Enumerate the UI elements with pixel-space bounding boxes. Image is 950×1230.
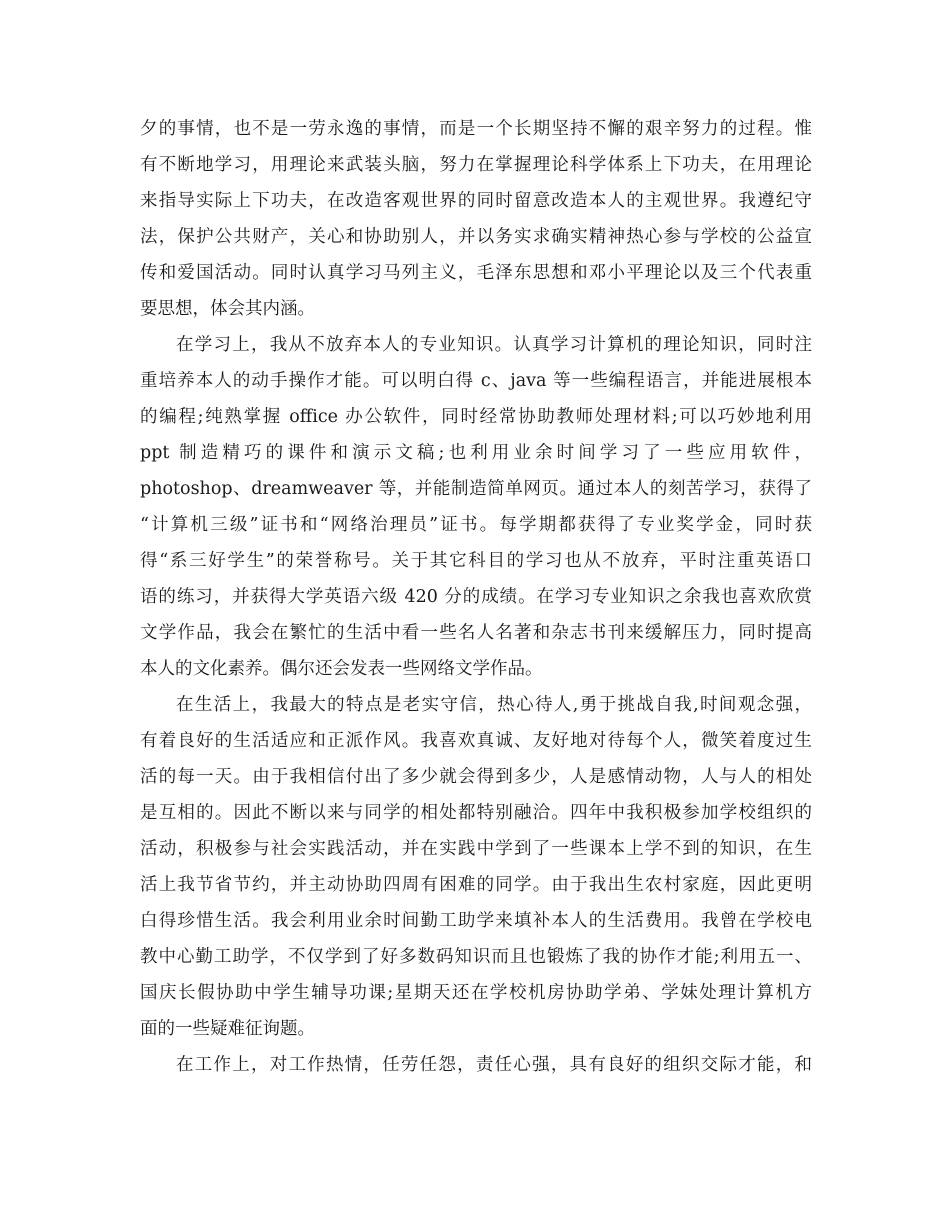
text-line: 面的一些疑难征询题。 bbox=[140, 1019, 315, 1039]
text-line: 教中心勤工助学，不仅学到了好多数码知识而且也锻炼了我的协作才能;利用五一、 bbox=[140, 947, 812, 967]
text-line: 得“系三好学生”的荣誉称号。关于其它科目的学习也从不放弃，平时注重英语口 bbox=[140, 551, 812, 571]
text-line: 本人的文化素养。偶尔还会发表一些网络文学作品。 bbox=[140, 659, 543, 679]
paragraph-start-line: 在学习上，我从不放弃本人的专业知识。认真学习计算机的理论知识，同时注 bbox=[176, 335, 812, 355]
text-line: 活动，积极参与社会实践活动，并在实践中学到了一些课本上学不到的知识，在生 bbox=[140, 839, 812, 859]
text-line: 活上我节省节约，并主动协助四周有困难的同学。由于我出生农村家庭，因此更明 bbox=[140, 875, 812, 895]
paragraph-start-line: 在工作上，对工作热情，任劳任怨，责任心强，具有良好的组织交际才能，和 bbox=[176, 1055, 812, 1075]
text-line: 有着良好的生活适应和正派作风。我喜欢真诚、友好地对待每个人，微笑着度过生 bbox=[140, 731, 812, 751]
text-line: 白得珍惜生活。我会利用业余时间勤工助学来填补本人的生活费用。我曾在学校电 bbox=[140, 911, 812, 931]
text-line: ppt 制造精巧的课件和演示文稿;也利用业余时间学习了一些应用软件， bbox=[140, 443, 812, 463]
text-line: 是互相的。因此不断以来与同学的相处都特别融洽。四年中我积极参加学校组织的 bbox=[140, 803, 812, 823]
text-line: 活的每一天。由于我相信付出了多少就会得到多少，人是感情动物，人与人的相处 bbox=[140, 767, 812, 787]
text-line: photoshop、dreamweaver 等，并能制造简单网页。通过本人的刻苦学习，获得了 bbox=[140, 479, 812, 499]
text-line: 语的练习，并获得大学英语六级 420 分的成绩。在学习专业知识之余我也喜欢欣赏 bbox=[140, 587, 812, 607]
text-line: 重培养本人的动手操作才能。可以明白得 c、java 等一些编程语言，并能进展根本 bbox=[140, 371, 812, 391]
text-line: 法，保护公共财产，关心和协助别人，并以务实求确实精神热心参与学校的公益宣 bbox=[140, 227, 812, 247]
text-line: 的编程;纯熟掌握 office 办公软件，同时经常协助教师处理材料;可以巧妙地利用 bbox=[140, 407, 812, 427]
text-line: 文学作品，我会在繁忙的生活中看一些名人名著和杂志书刊来缓解压力，同时提高 bbox=[140, 623, 812, 643]
text-line: 来指导实际上下功夫，在改造客观世界的同时留意改造本人的主观世界。我遵纪守 bbox=[140, 191, 812, 211]
text-line: 国庆长假协助中学生辅导功课;星期天还在学校机房协助学弟、学妹处理计算机方 bbox=[140, 983, 812, 1003]
text-line: “计算机三级”证书和“网络治理员”证书。每学期都获得了专业奖学金，同时获 bbox=[140, 515, 812, 535]
text-line: 有不断地学习，用理论来武装头脑，努力在掌握理论科学体系上下功夫，在用理论 bbox=[140, 155, 812, 175]
text-line: 传和爱国活动。同时认真学习马列主义，毛泽东思想和邓小平理论以及三个代表重 bbox=[140, 263, 812, 283]
text-line: 要思想，体会其内涵。 bbox=[140, 299, 315, 319]
paragraph-start-line: 在生活上，我最大的特点是老实守信，热心待人,勇于挑战自我,时间观念强， bbox=[176, 695, 812, 715]
text-line: 夕的事情，也不是一劳永逸的事情，而是一个长期坚持不懈的艰辛努力的过程。惟 bbox=[140, 119, 812, 139]
